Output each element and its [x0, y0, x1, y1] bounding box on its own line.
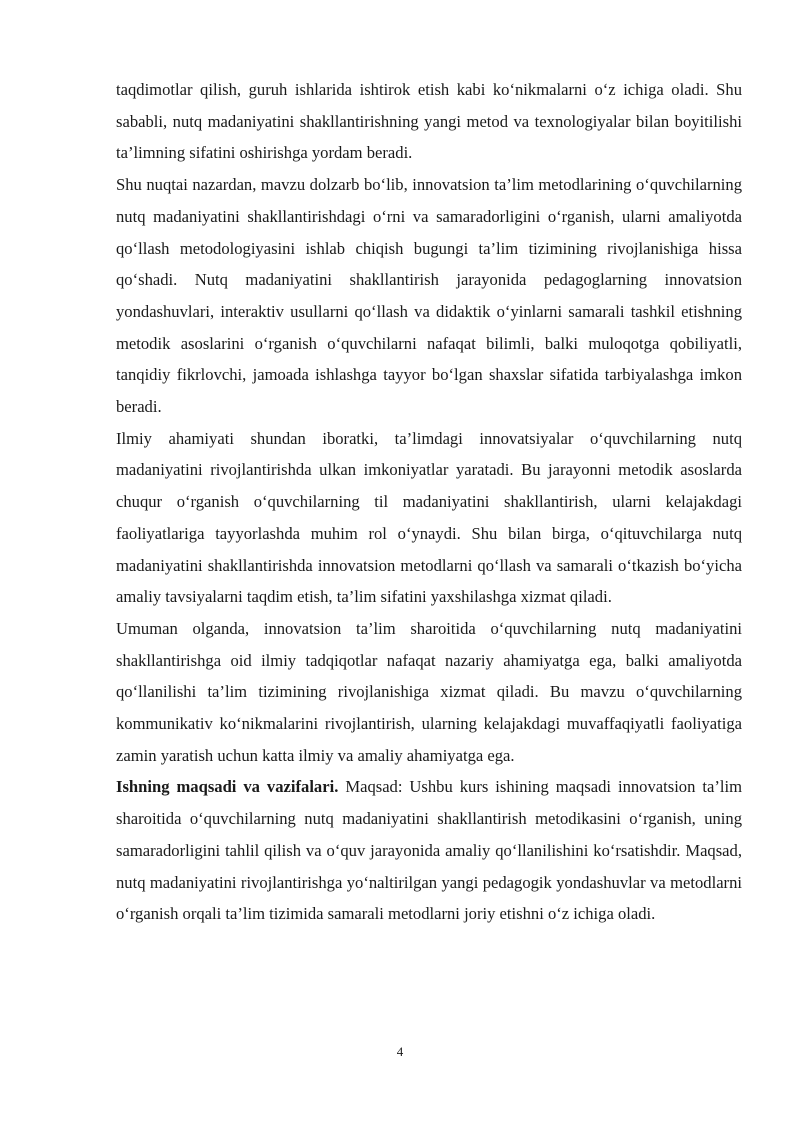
goals-text: Maqsad: Ushbu kurs ishining maqsadi innovatsion ta’lim sharoitida o‘quvchilarning nutq madaniyatini shakllantirish metodikasini o‘rganish, uning samaradorligini tahlil qilish va o‘quv jarayonida amaliy qo‘llanilishini ko‘rsatishdir. Maqsad, nutq madaniyatini rivojlantirishga yo‘naltirilgan yangi pedagogik yondashuvlar va metodlarni o‘rganish orqali ta’lim tizimida samarali metodlarni joriy etishni o‘z ichiga oladi. [116, 777, 742, 924]
paragraph-scientific-significance: Ilmiy ahamiyati shundan iboratki, ta’limdagi innovatsiyalar o‘quvchilarning nutq madaniyatini rivojlantirishda ulkan imkoniyatlar yaratadi. Bu jarayonni metodik asoslarda chuqur o‘rganish o‘quvchilarning til madaniyatini shakllantirish, ularni kelajakdagi faoliyatlariga tayyorlashda muhim rol o‘ynaydi. Shu bilan birga, o‘qituvchilarga nutq madaniyatini shakllantirishda innovatsion metodlarni qo‘llash va samarali o‘tkazish bo‘yicha amaliy tavsiyalarni taqdim etish, ta’lim sifatini yaxshilashga xizmat qiladi. [116, 428, 742, 607]
page-number: 4 [396, 1044, 404, 1059]
paragraph-continuation: taqdimotlar qilish, guruh ishlarida ishtirok etish kabi ko‘nikmalarni o‘z ichiga oladi. Shu sababli, nutq madaniyatini shakllantirishning yangi metod va texnologiyalar bilan boyitilishi ta’limning sifatini oshirishga yordam beradi. [116, 80, 742, 163]
paragraph-conclusion: Umuman olganda, innovatsion ta’lim sharoitida o‘quvchilarning nutq madaniyatini shakllantirishga oid ilmiy tadqiqotlar nafaqat nazariy ahamiyatga ega, balki amaliyotda qo‘llanilishi ta’lim tizimining rivojlanishiga xizmat qiladi. Bu mavzu o‘quvchilarning kommunikativ ko‘nikmalarini rivojlantirish, ularning kelajakdagi muvaffaqiyatli faoliyatiga zamin yaratish uchun katta ilmiy va amaliy ahamiyatga ega. [116, 618, 742, 765]
document-body [116, 74, 742, 930]
goals-heading: Ishning maqsadi va vazifalari. [116, 777, 339, 797]
paragraph-relevance: Shu nuqtai nazardan, mavzu dolzarb bo‘lib, innovatsion ta’lim metodlarining o‘quvchilarning nutq madaniyatini shakllantirishdagi o‘rni va samaradorligini o‘rganish, ularni amaliyotda qo‘llash metodologiyasini ishlab chiqish bugungi ta’lim tizimining rivojlanishiga hissa qo‘shadi. Nutq madaniyatini shakllantirish jarayonida pedagoglarning innovatsion yondashuvlari, interaktiv usullarni qo‘llash va didaktik o‘yinlarni samarali tashkil etishning metodik asoslarini o‘rganish o‘quvchilarni nafaqat bilimli, balki muloqotga qobiliyatli, tanqidiy fikrlovchi, jamoada ishlashga tayyor bo‘lgan shaxslar sifatida tarbiyalashga imkon beradi. [116, 175, 742, 417]
paragraph-goals [116, 771, 742, 930]
